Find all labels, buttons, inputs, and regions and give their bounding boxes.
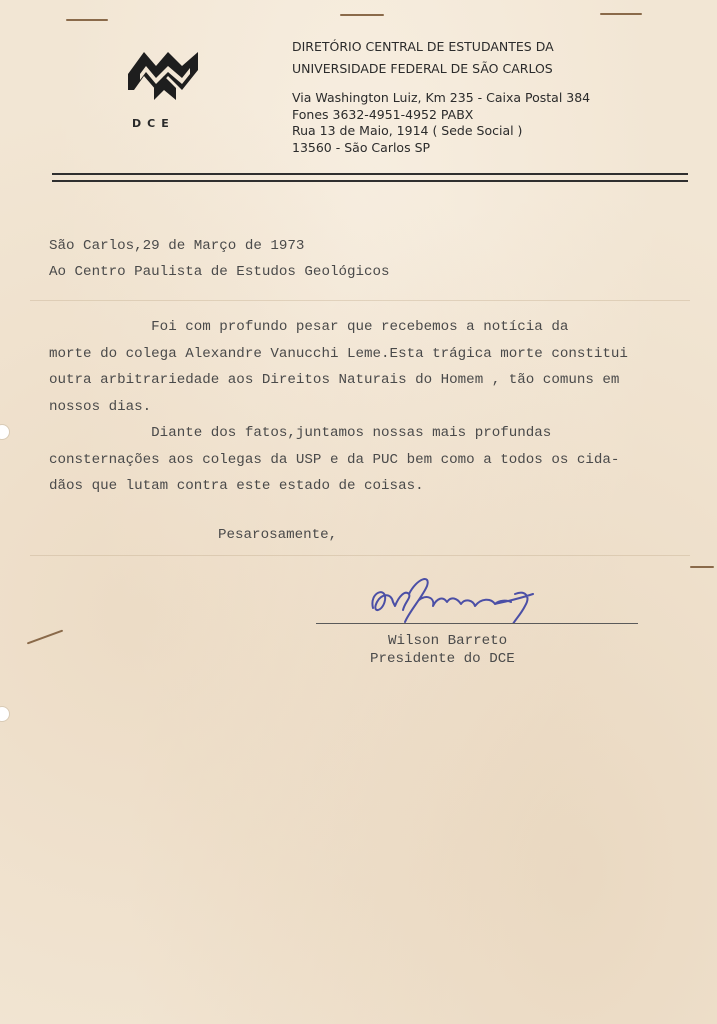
organization-name — [292, 36, 554, 80]
staple-mark — [27, 630, 63, 645]
signatory-name: Wilson Barreto — [388, 633, 508, 649]
address-line: Via Washington Luiz, Km 235 - Caixa Postal 384 — [292, 90, 591, 105]
signatory-title: Presidente do DCE — [370, 651, 515, 667]
closing: Pesarosamente, — [218, 527, 338, 543]
text-line: Foi com profundo pesar que recebemos a notícia da — [49, 319, 569, 335]
text-line: dãos que lutam contra este estado de coisas. — [49, 478, 424, 494]
staple-mark — [66, 19, 108, 21]
dce-logo-icon — [126, 44, 200, 104]
staple-mark — [340, 14, 384, 16]
paragraph-1 — [49, 314, 628, 420]
date-line: São Carlos,29 de Março de 1973 — [49, 238, 305, 254]
logo-caption: DCE — [132, 117, 175, 130]
org-line: UNIVERSIDADE FEDERAL DE SÃO CARLOS — [292, 61, 553, 76]
text-line: nossos dias. — [49, 398, 152, 415]
paper-fold-line — [30, 555, 690, 556]
recipient-line: Ao Centro Paulista de Estudos Geológicos — [49, 264, 390, 280]
punch-hole — [0, 424, 10, 440]
address-line: 13560 - São Carlos SP — [292, 139, 431, 155]
address-line: Fones 3632-4951-4952 PABX — [292, 106, 474, 122]
staple-mark — [600, 13, 642, 15]
address-line: Rua 13 de Maio, 1914 ( Sede Social ) — [292, 123, 523, 138]
text-line: outra arbitrariedade aos Direitos Naturais do Homem , tão comuns em — [49, 372, 620, 388]
handwritten-signature — [365, 572, 540, 624]
letterhead-rule — [52, 180, 688, 182]
org-line: DIRETÓRIO CENTRAL DE ESTUDANTES DA — [292, 39, 554, 54]
paper-fold-line — [30, 300, 690, 301]
text-line: Diante dos fatos,juntamos nossas mais profundas — [49, 425, 552, 441]
letterhead-address — [292, 90, 590, 156]
text-line: consternações aos colegas da USP e da PUC bem como a todos os cida- — [49, 451, 620, 468]
punch-hole — [0, 706, 10, 722]
paragraph-2 — [49, 420, 619, 500]
signature-line — [316, 623, 638, 624]
letterhead-rule — [52, 173, 688, 175]
text-line: morte do colega Alexandre Vanucchi Leme.Esta trágica morte constitui — [49, 345, 628, 362]
staple-mark — [690, 566, 714, 568]
